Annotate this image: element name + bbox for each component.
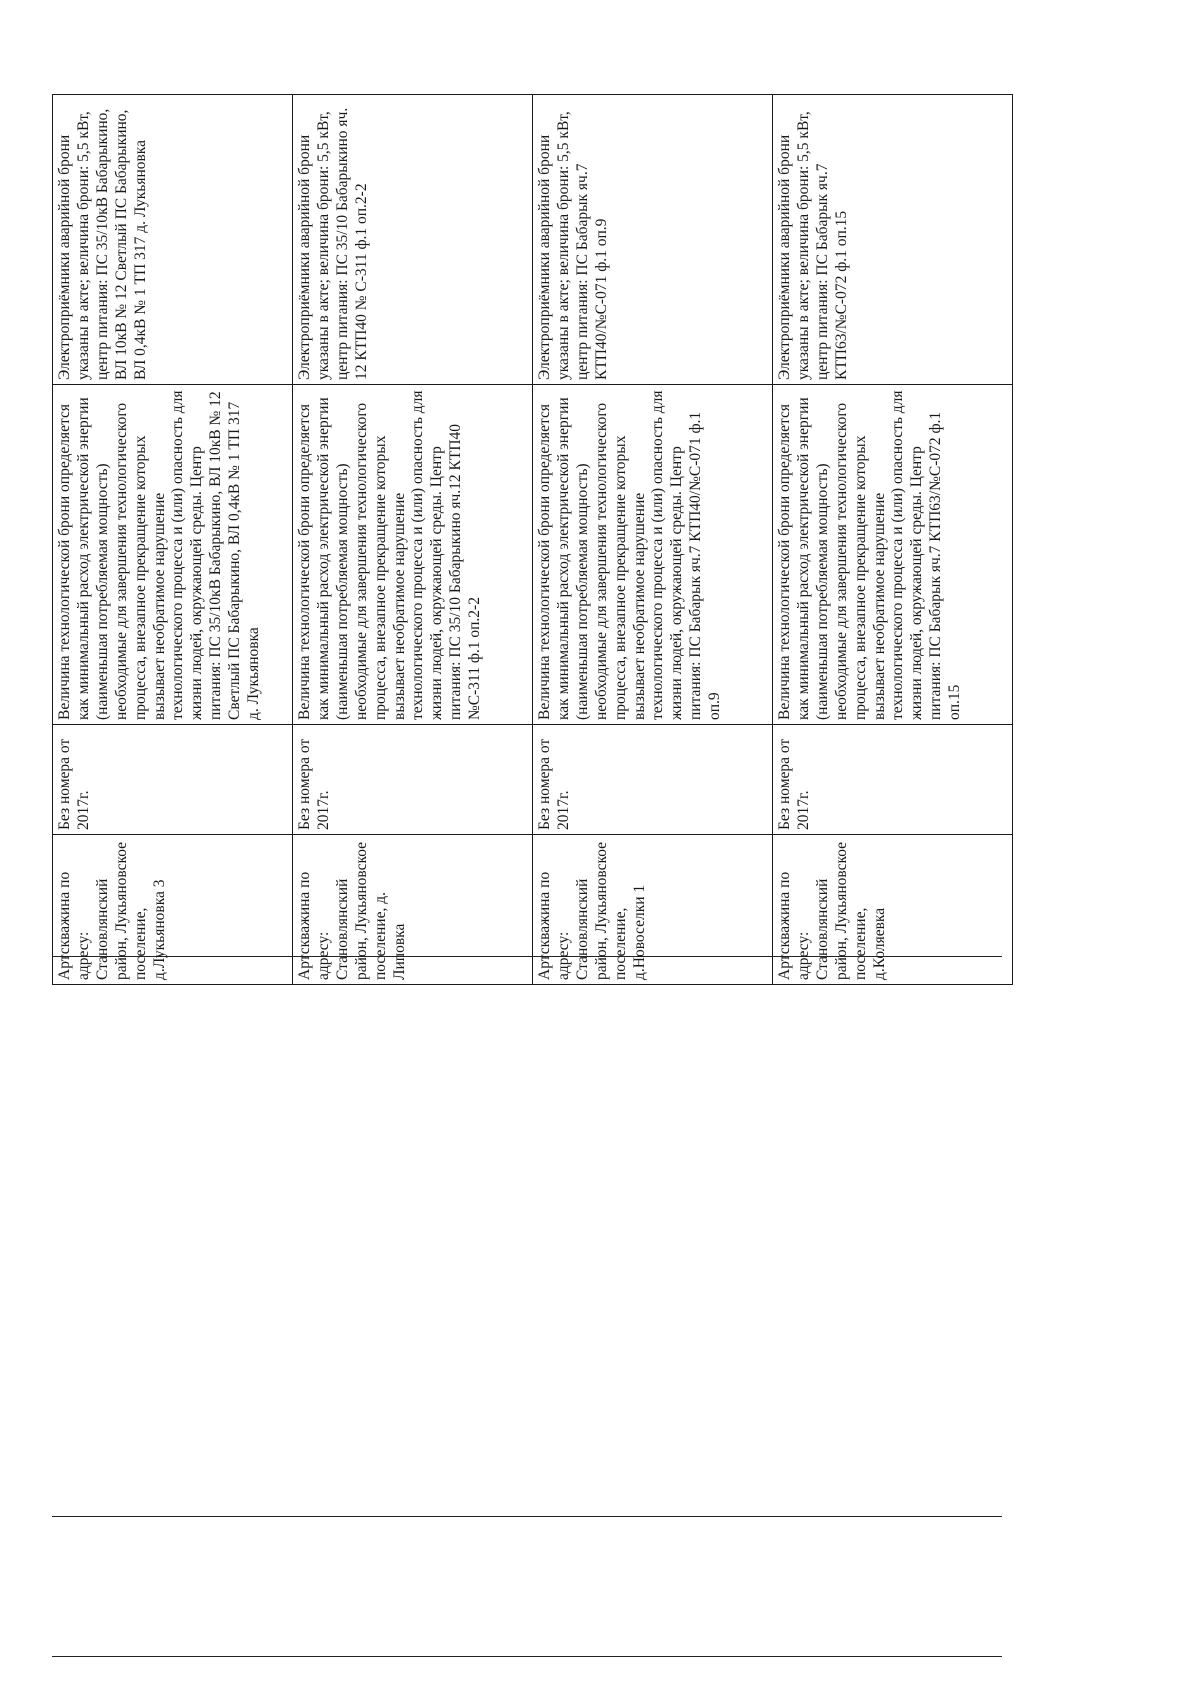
rotated-page bbox=[0, 47, 1050, 1697]
emergency-reserve-cell: Электроприёмники аварийной брони указаны в акте; величина брони: 5,5 кВт, центр питания: ПС Бабарык яч.7 КТП40/№С-071 ф.1 оп.9 bbox=[533, 95, 773, 385]
tech-reserve-cell: Величина технологической брони определяется как минимальный расход электрической энергии (наименьшая потребляемая мощность) необходимые для завершения технологического процесса, внезапное прекращение которых вызывает необратимое нарушение технологического процесса и (или) опасность для жизни людей, окружающей среды. Центр питания: ПС 35/10 Бабарыкино яч.12 КТП40 №С-311 ф.1 оп.2-2 bbox=[293, 385, 533, 725]
table-row bbox=[773, 95, 1013, 985]
object-address-cell: Артскважина по адресу: Становлянский район, Лукьяновское поселение, д.Лукьяновка 3 bbox=[53, 835, 293, 985]
table-row bbox=[533, 95, 773, 985]
tech-reserve-cell: Величина технологической брони определяется как минимальный расход электрической энергии (наименьшая потребляемая мощность) необходимые для завершения технологического процесса, внезапное прекращение которых вызывает необратимое нарушение технологического процесса и (или) опасность для жизни людей, окружающей среды. Центр питания: ПС Бабарык яч.7 КТП40/№С-071 ф.1 оп.9 bbox=[533, 385, 773, 725]
act-cell: Без номера от 2017г. bbox=[533, 725, 773, 835]
act-cell: Без номера от 2017г. bbox=[53, 725, 293, 835]
table-row bbox=[53, 95, 293, 985]
tech-reserve-cell: Величина технологической брони определяется как минимальный расход электрической энергии (наименьшая потребляемая мощность) необходимые для завершения технологического процесса, внезапное прекращение которых вызывает необратимое нарушение технологического процесса и (или) опасность для жизни людей, окружающей среды. Центр питания: ПС 35/10кВ Бабарыкино, ВЛ 10кВ № 12 Светлый ПС Бабарыкино, ВЛ 0,4кВ № 1 ТП 317 д. Лукьяновка bbox=[53, 385, 293, 725]
object-address-cell: Артскважина по адресу: Становлянский район, Лукьяновское поселение, д.Новоселки 1 bbox=[533, 835, 773, 985]
act-cell: Без номера от 2017г. bbox=[773, 725, 1013, 835]
act-cell: Без номера от 2017г. bbox=[293, 725, 533, 835]
object-address-cell: Артскважина по адресу: Становлянский район, Лукьяновское поселение, д. Липовка bbox=[293, 835, 533, 985]
empty-table-rules bbox=[52, 957, 1002, 1657]
document-page bbox=[0, 47, 1050, 1697]
rule-line bbox=[52, 1656, 1002, 1657]
object-address-cell: Артскважина по адресу: Становлянский район, Лукьяновское поселение, д.Коляевка bbox=[773, 835, 1013, 985]
emergency-reserve-cell: Электроприёмники аварийной брони указаны в акте; величина брони: 5,5 кВт, центр питания: ПС Бабарык яч.7 КТП63/№С-072 ф.1 оп.15 bbox=[773, 95, 1013, 385]
tech-reserve-cell: Величина технологической брони определяется как минимальный расход электрической энергии (наименьшая потребляемая мощность) необходимые для завершения технологического процесса, внезапное прекращение которых вызывает необратимое нарушение технологического процесса и (или) опасность для жизни людей, окружающей среды. Центр питания: ПС Бабарык яч.7 КТП63/№С-072 ф.1 оп.15 bbox=[773, 385, 1013, 725]
emergency-reserve-cell: Электроприёмники аварийной брони указаны в акте; величина брони: 5,5 кВт, центр питания: ПС 35/10 Бабарыкино яч. 12 КТП40 № С-311 ф.1 оп.2-2 bbox=[293, 95, 533, 385]
emergency-reserve-table bbox=[52, 94, 1013, 985]
table-row bbox=[293, 95, 533, 985]
rule-line bbox=[52, 1516, 1002, 1517]
emergency-reserve-cell: Электроприёмники аварийной брони указаны в акте; величина брони: 5,5 кВт, центр питания: ПС 35/10кВ Бабарыкино, ВЛ 10кВ № 12 Светлый ПС Бабарыкино, ВЛ 0,4кВ № 1 ТП 317 д. Лукьяновка bbox=[53, 95, 293, 385]
